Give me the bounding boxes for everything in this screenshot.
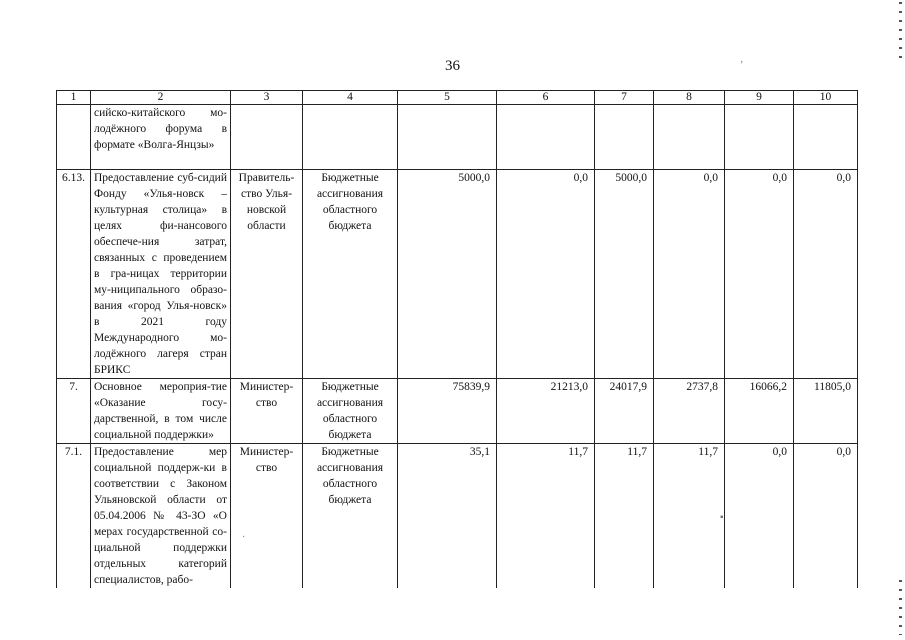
header-cell: 7 — [595, 91, 654, 105]
value-cell: 75839,9 — [398, 379, 497, 444]
value-cell: 11,7 — [654, 444, 725, 589]
row-executor-cell: Министер-ство — [231, 444, 303, 589]
value-cell: 35,1 — [398, 444, 497, 589]
value-cell: 0,0 — [794, 170, 858, 379]
value-cell — [497, 105, 595, 170]
value-cell — [794, 105, 858, 170]
value-cell: 0,0 — [725, 170, 794, 379]
table-row — [57, 379, 858, 444]
value-cell: 2737,8 — [654, 379, 725, 444]
value-cell: 0,0 — [794, 444, 858, 589]
budget-table — [56, 90, 858, 588]
row-name-cell: Предоставление мер социальной поддерж-ки в соответствии с Законом Ульяновской области от 05.04.2006 № 43-ЗО «О мерах государственной со-циальной поддержки отдельных категорий специалистов, рабо- — [91, 444, 231, 589]
value-cell: 5000,0 — [595, 170, 654, 379]
row-source-cell: Бюджетные ассигнования областного бюджета — [303, 444, 398, 589]
value-cell: 0,0 — [654, 170, 725, 379]
row-number-cell: 7.1. — [57, 444, 91, 589]
row-executor-cell: Министер-ство — [231, 379, 303, 444]
value-cell: 5000,0 — [398, 170, 497, 379]
header-cell: 1 — [57, 91, 91, 105]
table-row — [57, 444, 858, 589]
value-cell: 11,7 — [595, 444, 654, 589]
scan-edge-marks — [899, 580, 902, 635]
value-cell — [398, 105, 497, 170]
header-cell: 4 — [303, 91, 398, 105]
row-number-cell: 6.13. — [57, 170, 91, 379]
page-number: 36 — [445, 58, 460, 74]
row-source-cell — [303, 105, 398, 170]
value-cell: 21213,0 — [497, 379, 595, 444]
header-cell: 10 — [794, 91, 858, 105]
row-number-cell — [57, 105, 91, 170]
scan-speck-mark: · — [242, 532, 246, 543]
table-row — [57, 105, 858, 170]
row-name-cell: Предоставление суб-сидий Фонду «Улья-новск – культурная столица» в целях фи-нансового обеспече-ния затрат, связанных с проведением в гра-ницах территории му-ниципального образо-вания «город Улья-новск» в 2021 году Международного мо-лодёжного лагеря стран БРИКС — [91, 170, 231, 379]
row-name-cell: сийско-китайского мо-лодёжного форума в формате «Волга-Янцзы» — [91, 105, 231, 170]
header-cell: 9 — [725, 91, 794, 105]
value-cell: 0,0 — [725, 444, 794, 589]
row-executor-cell — [231, 105, 303, 170]
value-cell: 16066,2 — [725, 379, 794, 444]
value-cell: 11805,0 — [794, 379, 858, 444]
scan-speck-mark: ʼ — [740, 60, 744, 71]
value-cell — [595, 105, 654, 170]
row-name-cell: Основное мероприя-тие «Оказание госу-дарственной, в том числе социальной поддержки» — [91, 379, 231, 444]
table-header-row — [57, 91, 858, 105]
header-cell: 3 — [231, 91, 303, 105]
value-cell — [654, 105, 725, 170]
header-cell: 8 — [654, 91, 725, 105]
header-cell: 5 — [398, 91, 497, 105]
value-cell — [725, 105, 794, 170]
table-row — [57, 170, 858, 379]
value-cell: 24017,9 — [595, 379, 654, 444]
header-cell: 6 — [497, 91, 595, 105]
row-source-cell: Бюджетные ассигнования областного бюджета — [303, 170, 398, 379]
row-number-cell: 7. — [57, 379, 91, 444]
scan-edge-marks — [899, 2, 902, 62]
value-cell: 0,0 — [497, 170, 595, 379]
row-source-cell: Бюджетные ассигнования областного бюджета — [303, 379, 398, 444]
header-cell: 2 — [91, 91, 231, 105]
row-executor-cell: Правитель-ство Улья-новской области — [231, 170, 303, 379]
value-cell: 11,7 — [497, 444, 595, 589]
scan-speck-mark: ▪ — [720, 512, 724, 523]
